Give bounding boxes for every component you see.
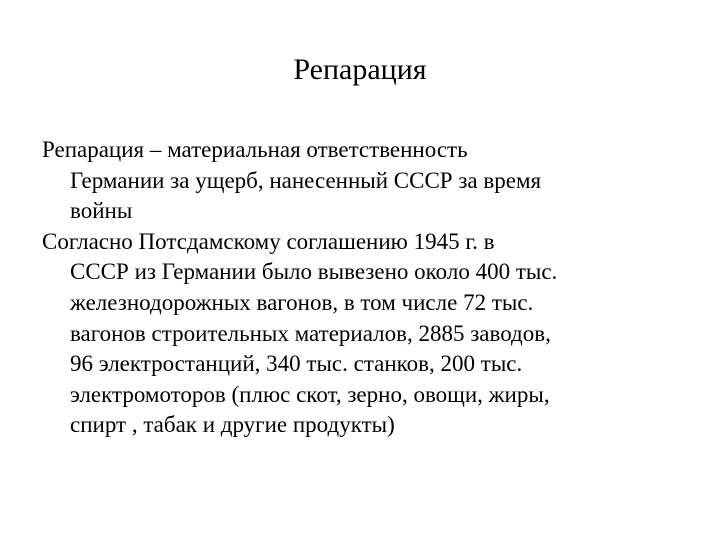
paragraph-line: спирт , табак и другие продукты) xyxy=(70,412,395,438)
paragraph-definition xyxy=(42,135,692,227)
paragraph-line: войны xyxy=(70,198,133,224)
paragraph-line: Германии за ущерб, нанесенный СССР за время xyxy=(70,167,542,193)
paragraph-line: железнодорожных вагонов, в том числе 72 тыс. xyxy=(70,289,534,315)
slide-body xyxy=(42,135,692,441)
paragraph-line: вагонов строительных материалов, 2885 заводов, xyxy=(70,320,551,346)
slide-title: Репарация xyxy=(293,53,427,86)
paragraph-line: Репарация – материальная ответственность xyxy=(42,137,468,162)
paragraph-line: СССР из Германии было вывезено около 400 тыс. xyxy=(70,259,558,285)
paragraph-line: 96 электростанций, 340 тыс. станков, 200 тыс. xyxy=(70,351,523,377)
paragraph-line: Согласно Потсдамскому соглашению 1945 г. в xyxy=(42,228,495,254)
paragraph-potsdam xyxy=(42,227,692,441)
paragraph-line: электромоторов (плюс скот, зерно, овощи, жиры, xyxy=(70,381,550,407)
